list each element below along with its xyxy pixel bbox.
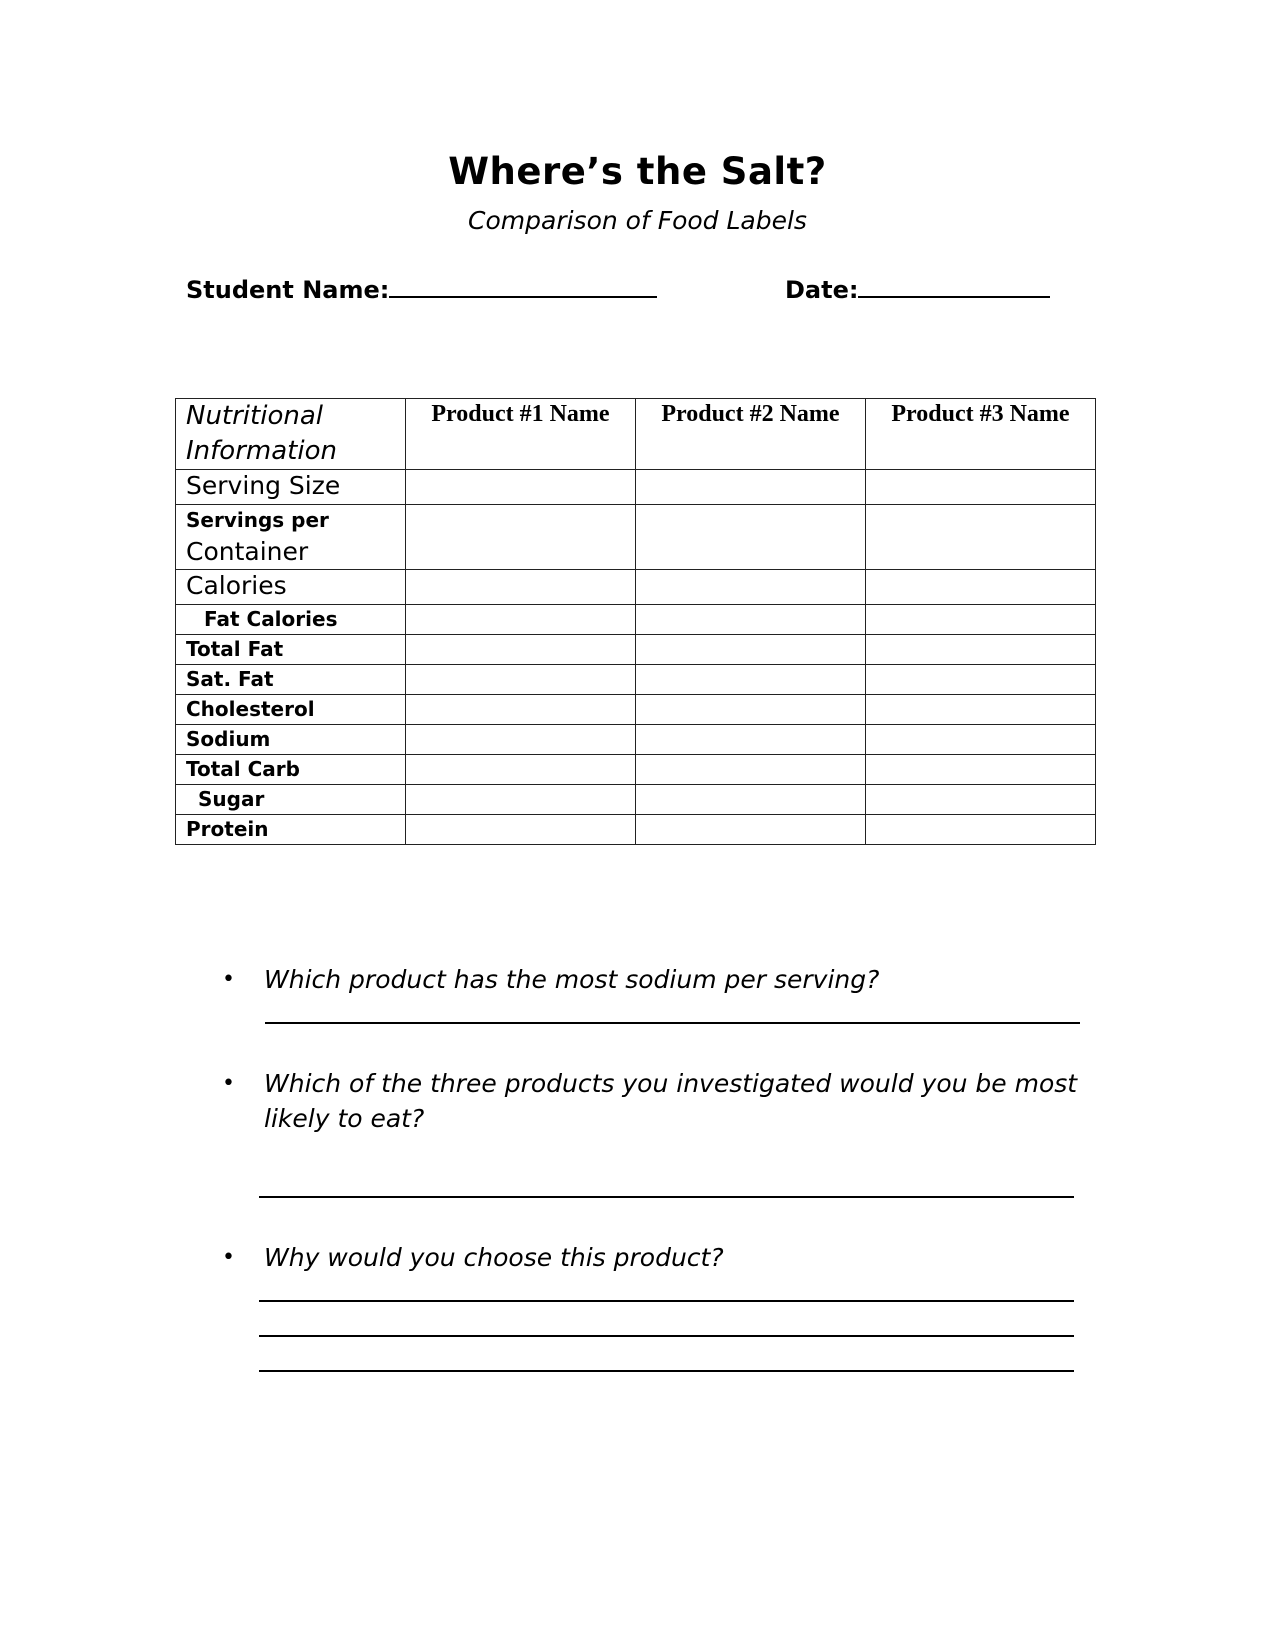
row-label-fat-calories: Fat Calories	[176, 605, 406, 635]
cell-cholesterol-product-1[interactable]	[405, 695, 635, 725]
cell-serving-size-product-1[interactable]	[405, 470, 635, 505]
question-2	[222, 1066, 1102, 1136]
product-2-header: Product #2 Name	[635, 399, 865, 470]
cell-sat-fat-product-3[interactable]	[865, 665, 1095, 695]
nutritional-information-header: Nutritional Information	[176, 399, 406, 470]
date-blank[interactable]	[858, 272, 1050, 298]
cell-serving-size-product-3[interactable]	[865, 470, 1095, 505]
cell-cholesterol-product-2[interactable]	[635, 695, 865, 725]
student-name-field	[186, 272, 657, 304]
cell-protein-product-3[interactable]	[865, 815, 1095, 845]
nutrition-comparison-table	[175, 398, 1096, 845]
student-name-blank[interactable]	[389, 272, 657, 298]
container-text: Container	[186, 537, 309, 566]
row-label-sat-fat: Sat. Fat	[176, 665, 406, 695]
page-title: Where’s the Salt?	[448, 150, 827, 193]
cell-servings-product-1[interactable]	[405, 505, 635, 570]
row-label-total-fat: Total Fat	[176, 635, 406, 665]
table-row	[176, 815, 1096, 845]
answer-line-1[interactable]	[265, 1022, 1080, 1024]
question-1-text: Which product has the most sodium per serving?	[264, 965, 880, 994]
table-row	[176, 665, 1096, 695]
cell-sat-fat-product-2[interactable]	[635, 665, 865, 695]
cell-sodium-product-1[interactable]	[405, 725, 635, 755]
table-row	[176, 635, 1096, 665]
table-row	[176, 505, 1096, 570]
answer-line-3a[interactable]	[259, 1300, 1074, 1302]
cell-sodium-product-2[interactable]	[635, 725, 865, 755]
servings-per-text: Servings per	[186, 508, 329, 532]
row-label-serving-size: Serving Size	[176, 470, 406, 505]
cell-sat-fat-product-1[interactable]	[405, 665, 635, 695]
cell-fat-calories-product-3[interactable]	[865, 605, 1095, 635]
cell-cholesterol-product-3[interactable]	[865, 695, 1095, 725]
cell-fat-calories-product-1[interactable]	[405, 605, 635, 635]
date-field	[785, 272, 1050, 304]
cell-total-carb-product-3[interactable]	[865, 755, 1095, 785]
cell-sugar-product-3[interactable]	[865, 785, 1095, 815]
cell-total-carb-product-1[interactable]	[405, 755, 635, 785]
table-row	[176, 470, 1096, 505]
table-header-row	[176, 399, 1096, 470]
product-1-header: Product #1 Name	[405, 399, 635, 470]
table-row	[176, 695, 1096, 725]
row-label-total-carb: Total Carb	[176, 755, 406, 785]
page-subtitle: Comparison of Food Labels	[468, 206, 807, 235]
cell-sodium-product-3[interactable]	[865, 725, 1095, 755]
question-3	[222, 1240, 1102, 1275]
question-1	[222, 962, 1102, 997]
cell-total-fat-product-2[interactable]	[635, 635, 865, 665]
row-label-servings-per-container	[176, 505, 406, 570]
cell-calories-product-2[interactable]	[635, 570, 865, 605]
table-row	[176, 755, 1096, 785]
cell-servings-product-3[interactable]	[865, 505, 1095, 570]
bullet-icon: •	[222, 1071, 235, 1096]
row-label-sugar: Sugar	[176, 785, 406, 815]
row-label-sodium: Sodium	[176, 725, 406, 755]
cell-protein-product-2[interactable]	[635, 815, 865, 845]
row-label-calories: Calories	[176, 570, 406, 605]
cell-calories-product-1[interactable]	[405, 570, 635, 605]
bullet-icon: •	[222, 1245, 235, 1270]
cell-calories-product-3[interactable]	[865, 570, 1095, 605]
answer-line-3c[interactable]	[259, 1370, 1074, 1372]
cell-sugar-product-1[interactable]	[405, 785, 635, 815]
date-label: Date:	[785, 276, 859, 304]
student-name-label: Student Name:	[186, 276, 390, 304]
bullet-icon: •	[222, 967, 235, 992]
row-label-protein: Protein	[176, 815, 406, 845]
cell-fat-calories-product-2[interactable]	[635, 605, 865, 635]
product-3-header: Product #3 Name	[865, 399, 1095, 470]
cell-total-carb-product-2[interactable]	[635, 755, 865, 785]
answer-line-3b[interactable]	[259, 1335, 1074, 1337]
cell-servings-product-2[interactable]	[635, 505, 865, 570]
table-row	[176, 605, 1096, 635]
table-row	[176, 570, 1096, 605]
cell-total-fat-product-3[interactable]	[865, 635, 1095, 665]
question-2-text: Which of the three products you investigated would you be most likely to eat?	[264, 1069, 1078, 1133]
table-row	[176, 725, 1096, 755]
cell-protein-product-1[interactable]	[405, 815, 635, 845]
answer-line-2[interactable]	[259, 1196, 1074, 1198]
cell-sugar-product-2[interactable]	[635, 785, 865, 815]
question-3-text: Why would you choose this product?	[264, 1243, 724, 1272]
cell-serving-size-product-2[interactable]	[635, 470, 865, 505]
cell-total-fat-product-1[interactable]	[405, 635, 635, 665]
table-row	[176, 785, 1096, 815]
row-label-cholesterol: Cholesterol	[176, 695, 406, 725]
